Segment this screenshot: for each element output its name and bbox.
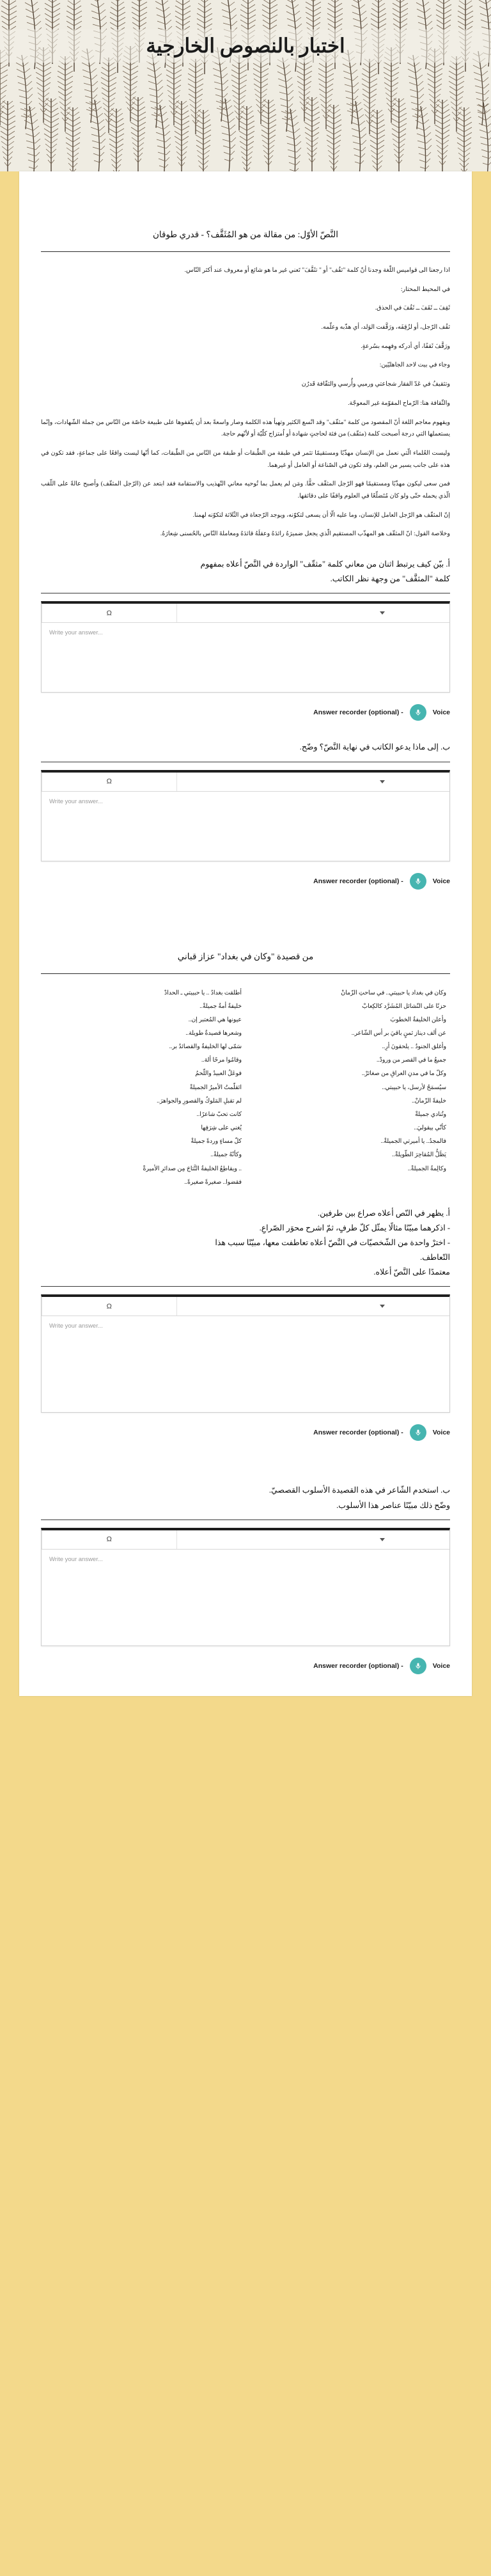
- prompt-line: وضّح ذلك مبيّنًا عناصر هذا الأسلوب.: [336, 1500, 450, 1510]
- answer-recorder-1a: [41, 704, 450, 721]
- chevron-down-icon: [380, 1538, 385, 1541]
- answer-editor-2a[interactable]: [41, 1294, 450, 1413]
- answer-input[interactable]: Write your answer...: [49, 1555, 103, 1563]
- poem-verse-row: [41, 1081, 450, 1095]
- chevron-down-icon: [380, 1305, 385, 1308]
- special-char-button[interactable]: Ω: [42, 604, 176, 622]
- recorder-voice-label: Voice: [432, 1429, 450, 1437]
- section-spacer: [41, 890, 450, 915]
- prompt-line: ب. إلى ماذا يدعو الكاتب في نهاية النَّصّ؟ وضّح.: [299, 742, 450, 752]
- recorder-voice-label: Voice: [432, 709, 450, 717]
- poem-hemistich-right: فالمجدُ.. يا أميرتي الجميلةْ..: [380, 1138, 446, 1145]
- poem-verse-row: [41, 1176, 450, 1190]
- question-1b-prompt: [41, 740, 450, 755]
- answer-editor-1b[interactable]: [41, 770, 450, 861]
- font-select-button[interactable]: [315, 604, 449, 622]
- feather-pattern-icon: [0, 0, 491, 171]
- poem-hemistich-right: [246, 1176, 450, 1190]
- poem-hemistich-right: عن ألف ديناز ثمنٍ باقيَ بر أس الشّاعر..: [351, 1030, 446, 1037]
- question-2a-divider: [41, 1286, 450, 1287]
- poem-verse-row: [41, 1014, 450, 1027]
- poem-verse-row: [41, 987, 450, 1000]
- passage-1-divider: [41, 251, 450, 252]
- poem-verse-row: [41, 1041, 450, 1054]
- prompt-line: أ. بيّن كيف يرتبط اثنان من معاني كلمة "مثقّف" الواردة في النَّصّ أعلاه بمفهوم: [200, 560, 450, 569]
- poem-hemistich-left: فوعَلُ العبيدُ واللّحمُ: [195, 1071, 242, 1078]
- poem-hemistich-left: خليفةٌ أمةٌ جميلةْ..: [199, 1003, 242, 1010]
- poem-hemistich-left: وقامُوا مرحًا ألهَ..: [201, 1057, 242, 1064]
- recorder-label: Answer recorder (optional) -: [313, 709, 403, 717]
- poem-hemistich-left: يُغني على شِرَفِها: [201, 1125, 242, 1132]
- question-2b-prompt: [41, 1483, 450, 1512]
- passage-paragraph: ورَقَّفَ ثَقفًا، أي أدركه وفهِمه بسُرعةٍ.: [361, 342, 450, 350]
- chevron-down-icon: [380, 611, 385, 615]
- question-1b-block: [41, 740, 450, 889]
- poem-hemistich-right: وكالِمةُ الجميلةْ..: [407, 1165, 446, 1172]
- passage-paragraph: اذا رجعنا الى قواميس اللّغة وجدنا أنّ كلمة "ثقُف" أو " تثَقَّفَ" تَعني غير ما هو شائع أو معروف عند أكثر النّاس.: [184, 266, 450, 274]
- answer-recorder-2a: [41, 1424, 450, 1441]
- passage-paragraph: إنّ المثقّف هو الرّجل العامل للإنسان، وما عليه الّا أن يسعى لتكوّنه، ويوجد الرّجعاة في الثّلاثة لتكوّنه لهمنا.: [192, 511, 450, 519]
- passage-paragraph: ويقهوم معاجم اللغة أنّ المقصود من كلمة "مثقّف" وقد اتّسع الكثير وتهيأ هذه الكلمة وصار واسعةً بعد أن يتّقفوها على طبيعة خاصّة من النّاس من جملة الشّهادات، وإنّما يستعملها التي درجة أصبحت كلمة (مثقّف) من فئة لحاجتٍ شهادة أو اُمتزاج كلّيّة أو لأنّهم حاجة.: [41, 418, 450, 438]
- editor-toolbar: [42, 604, 449, 623]
- poem-body: [41, 987, 450, 1190]
- toolbar-middle-cell: [176, 1297, 315, 1315]
- passage-paragraph: وجاء في بيت لاحد الجاهليّين:: [379, 361, 450, 369]
- passage-2-divider: [41, 973, 450, 974]
- answer-recorder-2b: [41, 1658, 450, 1674]
- recorder-label: Answer recorder (optional) -: [313, 877, 403, 885]
- font-select-button[interactable]: [315, 1297, 449, 1315]
- poem-verse-row: [41, 1108, 450, 1122]
- passage-paragraph: ثَقِفَ ــ ثَقَفَ ــ ثَقُفَ في الحذق.: [375, 304, 450, 312]
- poem-verse-row: [41, 1163, 450, 1176]
- recorder-voice-label: Voice: [432, 877, 450, 885]
- poem-hemistich-right: حزنًا على النّشائل المُشَرَّد كالكِعابْ: [362, 1003, 446, 1010]
- recorder-voice-label: Voice: [432, 1661, 450, 1670]
- poem-hemistich-left: كانت تحبّ شاعرًا..: [196, 1111, 242, 1118]
- microphone-icon: [414, 1429, 422, 1436]
- font-select-button[interactable]: [315, 1530, 449, 1549]
- passage-1-heading: النَّصّ الأوّل: من مقالة من هو المُثَقَّف؟ - قدري طوقان: [152, 230, 339, 239]
- editor-toolbar: [42, 773, 449, 792]
- section-spacer: [41, 1441, 450, 1466]
- poem-hemistich-right: جميعُ ما في القصر من ورودْ..: [376, 1057, 446, 1064]
- poem-hemistich-right: وأعلن الخليفةُ الخطوبَ: [390, 1016, 446, 1023]
- poem-hemistich-left: .. ويقاطِعُ الخليفةُ التَّتاجَ مِن صدائرِ الأميرةْ: [143, 1165, 242, 1172]
- prompt-line: ب. استخدم الشّاعر في هذه القصيدة الأسلوب القصصيّ.: [269, 1486, 450, 1495]
- passage-paragraph: والثّقافة هنا: الرّماح المقوّمة غير المعوجّة.: [348, 399, 450, 407]
- recorder-label: Answer recorder (optional) -: [313, 1429, 403, 1437]
- toolbar-middle-cell: [176, 1530, 315, 1549]
- poem-hemistich-left: ائقلّمتُ الأميرُ الجميلةْ: [189, 1084, 242, 1091]
- chevron-down-icon: [380, 780, 385, 783]
- prompt-line: كلمة "المثقَّف" من وجهة نظر الكاتب.: [330, 574, 450, 584]
- passage-2-heading: من قصيدة "وكان في بغداد" عزاز قباني: [177, 951, 314, 961]
- toolbar-middle-cell: [176, 773, 315, 791]
- answer-input[interactable]: Write your answer...: [49, 1323, 103, 1330]
- poem-verse-row: [41, 1095, 450, 1108]
- prompt-line: - اخترْ واحدة من الشّخصيّات في النَّصّ أعلاه تعاطفت معها، مبيّنًا سبب هذا: [215, 1238, 450, 1248]
- special-char-button[interactable]: Ω: [42, 773, 176, 791]
- passage-paragraph: وخلاصة القول: انّ المثقّف هو المهذّب المستقيم الّذي يجعل ضميرَهُ رائدَهُ وعقلَهُ قائدَهُ ومعاملةَ النّاس بالحُسنى شِعارَهُ.: [160, 530, 450, 538]
- record-voice-button[interactable]: [410, 704, 426, 721]
- poem-hemistich-left: لم تقبلِ المَلوكُ والقصورِ والجواهرَ..: [157, 1097, 242, 1104]
- poem-hemistich-left: كلّ مساءٍ وردةً جميلةْ: [191, 1138, 242, 1145]
- recorder-label: Answer recorder (optional) -: [313, 1661, 403, 1670]
- poem-hemistich-right: سيُسمَحُ لأرسل، يا حبيبتي..: [382, 1084, 446, 1091]
- poem-hemistich-left: أطلقت بغدادُ .. يا حبيبتي ـ الحدادْ: [164, 989, 242, 996]
- poem-verse-row: [41, 1135, 450, 1149]
- toolbar-middle-cell: [176, 604, 315, 622]
- poem-hemistich-left: فقضوا.. صغيرةً صغيرةً..: [184, 1179, 242, 1186]
- poem-verse-row: [41, 1067, 450, 1081]
- record-voice-button[interactable]: [410, 873, 426, 890]
- poem-hemistich-left: وكأنّهُ جميلةْ..: [210, 1152, 242, 1159]
- poem-hemistich-left: وشعرها قصيدةٌ طويلة..: [185, 1030, 242, 1037]
- editor-toolbar: [42, 1530, 449, 1550]
- prompt-line: أ. يظهر في النّص أعلاه صراع بين طرفين.: [317, 1208, 450, 1218]
- poem-hemistich-right: خليفةً الزّمانْ..: [412, 1097, 446, 1104]
- poem-hemistich-left: سَمّى لها الخليفةُ والقصائدُ بر..: [169, 1044, 242, 1051]
- answer-editor-2b[interactable]: [41, 1528, 450, 1646]
- question-1a-prompt: [41, 557, 450, 586]
- poem-verse-row: [41, 1000, 450, 1014]
- prompt-line: معتمدًا على النَّصّ أعلاه.: [373, 1268, 450, 1277]
- poem-hemistich-right: وكان في بغداد يا حبيبتي.. في ساحتِ الزّمانْ: [341, 989, 446, 996]
- passage-paragraph: فمن سعى ليكون مهذّبًا ومستقيمًا فهو الرّجل المثقّف حقًّا. ومَن لم يعمل بما تُوحيه معاني التّهذيب والاستقامة فقد ابتعد عن (الرّجل المثقّف) وأصبح عالةً على اللّقب الّذي يحمله حتّى ولو كان مُتَضلّعًا في العلوم واقفًا على دقائقها.: [41, 480, 450, 500]
- poem-hemistich-right: يَظَلُّ المُقاحِرَ الطّويلةْ..: [392, 1152, 446, 1159]
- prompt-line: التّعاطف.: [420, 1253, 450, 1262]
- record-voice-button[interactable]: [410, 1658, 426, 1674]
- passage-paragraph: وتثقيفُ في عَدّ الفقار شجاعتي ورميي وأُرسي والثقّافة قَدرُن: [301, 381, 450, 388]
- passage-paragraph: ثقُف الرّجل، أو لزُقِفَه، ورَقَّفت الوَلد، أي هذّبه وعلّمه.: [321, 324, 450, 331]
- poem-verse-row: [41, 1122, 450, 1135]
- microphone-icon: [414, 1662, 422, 1670]
- poem-hemistich-right: كأنّي بيقوليَ..: [414, 1125, 446, 1132]
- answer-recorder-1b: [41, 873, 450, 890]
- passage-paragraph: وليست العُلماء الّتي نعمل من الإنسان مهذّبًا ومستقيمًا تثمر في طبقة من الطّبقات أو طبقة من النّاس من الطّبقات، كما أنّها ليست واقعًا على جماعةٍ، فقد تكون في هذه على جانب يسير من العلم، وقد تكون في الصّناعة أو العامل أو غيرهما.: [41, 449, 450, 469]
- poem-verse-row: [41, 1149, 450, 1162]
- special-char-button[interactable]: Ω: [42, 1530, 176, 1549]
- prompt-line: - اذكرهما مبيّنًا مثالًا يمثّل كلّ طرفٍ، ثمّ اشرح محوَر الصّراعِ.: [259, 1223, 450, 1232]
- poem-verse-row: [41, 1054, 450, 1067]
- answer-editor-1a[interactable]: [41, 601, 450, 693]
- answer-input[interactable]: Write your answer...: [49, 629, 103, 637]
- poem-hemistich-left: عيونها هي المُعتبر إن..: [188, 1016, 242, 1023]
- page-title: اختبار بالنصوص الخارجية: [0, 29, 491, 63]
- poem-hemistich-right: وكلّ ما في مدنِ العراقِ من صغائرْ..: [361, 1071, 446, 1078]
- passage-paragraph: في المحيط المحتار:: [400, 285, 450, 293]
- question-1a-block: [41, 557, 450, 721]
- special-char-button[interactable]: Ω: [42, 1297, 176, 1315]
- header-banner: [0, 0, 491, 171]
- record-voice-button[interactable]: [410, 1424, 426, 1441]
- poem-hemistich-right: وأغلق الجنودُ .. يلحقونَ أرِ..: [382, 1044, 446, 1051]
- question-2a-prompt: [41, 1206, 450, 1280]
- poem-verse-row: [41, 1027, 450, 1041]
- font-select-button[interactable]: [315, 773, 449, 791]
- worksheet-card: [19, 171, 472, 1696]
- microphone-icon: [414, 877, 422, 885]
- editor-toolbar: [42, 1297, 449, 1316]
- question-2a-block: [41, 1206, 450, 1441]
- passage-1-body: [41, 265, 450, 540]
- answer-input[interactable]: Write your answer...: [49, 797, 103, 805]
- question-2b-block: [41, 1483, 450, 1674]
- microphone-icon: [414, 709, 422, 716]
- poem-hemistich-right: وتُنادي جميلةْ: [415, 1111, 446, 1118]
